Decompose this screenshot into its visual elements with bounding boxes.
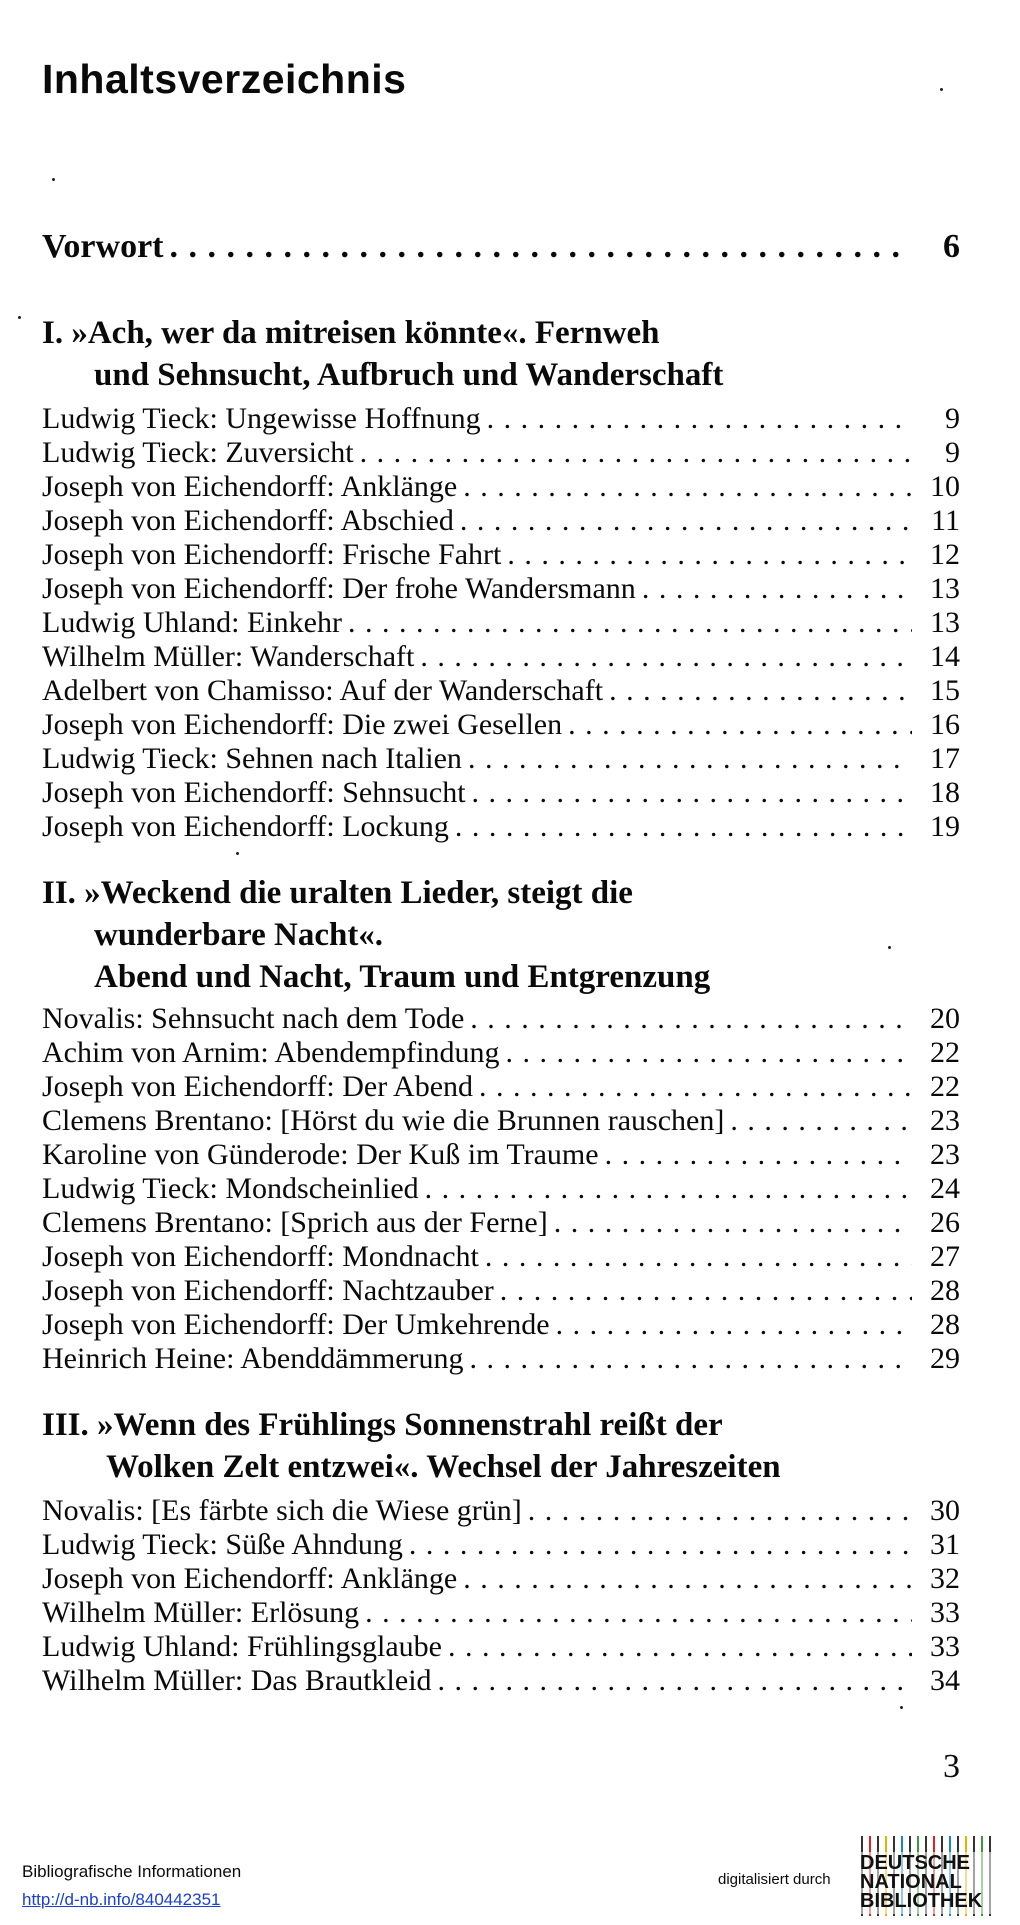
digitized-by-label: digitalisiert durch [718, 1871, 831, 1888]
toc-entry [42, 1664, 960, 1698]
dot-leader [522, 1494, 912, 1528]
dot-leader [501, 538, 912, 572]
entry-page: 33 [930, 1596, 960, 1629]
section-title-line: Wolken Zelt entzwei«. Wechsel der Jahreszeiten [106, 1449, 781, 1485]
section-title-line: und Sehnsucht, Aufbruch und Wanderschaft [94, 357, 724, 393]
dot-leader [457, 470, 912, 504]
toc-entry [42, 1036, 960, 1070]
entry-page: 27 [930, 1240, 960, 1273]
entry-title: Joseph von Eichendorff: Lockung [42, 810, 449, 843]
entry-title: Joseph von Eichendorff: Abschied [42, 504, 454, 537]
entry-page: 17 [930, 742, 960, 775]
toc-entry [42, 1274, 960, 1308]
entry-title: Joseph von Eichendorff: Mondnacht [42, 1240, 479, 1273]
entry-title: Novalis: Sehnsucht nach dem Tode [42, 1002, 465, 1035]
page-number: 3 [943, 1748, 960, 1785]
entry-title: Joseph von Eichendorff: Anklänge [42, 1562, 458, 1595]
entry-page: 24 [930, 1172, 960, 1205]
page-heading: Inhaltsverzeichnis [42, 56, 407, 102]
scan-speck [940, 88, 943, 91]
logo-line: BIBLIOTHEK [860, 1890, 983, 1912]
entry-title: Joseph von Eichendorff: Der Umkehrende [42, 1308, 550, 1341]
entry-page: 15 [930, 674, 960, 707]
toc-entry [42, 674, 960, 708]
toc-entry [42, 640, 960, 674]
toc-entry [42, 1240, 960, 1274]
dot-leader [562, 708, 912, 742]
entry-page: 19 [930, 810, 960, 843]
entry-title: Joseph von Eichendorff: Anklänge [42, 470, 458, 503]
entry-title: Vorwort [42, 228, 164, 265]
toc-entry [42, 1172, 960, 1206]
toc-entry [42, 708, 960, 742]
entry-page: 31 [930, 1528, 960, 1561]
entry-title: Karoline von Günderode: Der Kuß im Traume [42, 1138, 599, 1171]
toc-entry [42, 1002, 960, 1036]
entry-title: Joseph von Eichendorff: Sehnsucht [42, 776, 466, 809]
toc-entry [42, 572, 960, 606]
toc-entry [42, 1104, 960, 1138]
dot-leader [164, 230, 913, 264]
dot-leader [419, 1172, 912, 1206]
bibliographic-label: Bibliografische Informationen [22, 1862, 242, 1881]
bibliographic-link[interactable]: http://d-nb.info/840442351 [22, 1890, 221, 1909]
entry-title: Wilhelm Müller: Das Brautkleid [42, 1664, 432, 1697]
section-title-line: II. »Weckend die uralten Lieder, steigt die [42, 875, 633, 911]
entry-page: 32 [930, 1562, 960, 1595]
logo-text [860, 1854, 982, 1911]
entry-title: Joseph von Eichendorff: Der frohe Wandersmann [42, 572, 636, 605]
section-title-line: Abend und Nacht, Traum und Entgrenzung [94, 959, 711, 995]
dot-leader [414, 640, 912, 674]
toc-entry [42, 436, 960, 470]
entry-title: Joseph von Eichendorff: Frische Fahrt [42, 538, 502, 571]
toc-entry [42, 776, 960, 810]
entry-title: Ludwig Tieck: Sehnen nach Italien [42, 742, 462, 775]
section-title-line: III. »Wenn des Frühlings Sonnenstrahl reißt der [42, 1407, 723, 1443]
entry-page: 13 [930, 606, 960, 639]
dot-leader [462, 742, 912, 776]
toc-entry [42, 1528, 960, 1562]
entry-title: Joseph von Eichendorff: Der Abend [42, 1070, 474, 1103]
entry-page: 9 [945, 436, 960, 469]
dot-leader [432, 1664, 912, 1698]
entry-title: Ludwig Uhland: Einkehr [42, 606, 342, 639]
toc-entry [42, 742, 960, 776]
entry-page: 30 [930, 1494, 960, 1527]
dot-leader [466, 776, 912, 810]
bibliographic-info [22, 1858, 241, 1914]
section-title-3 [42, 1404, 781, 1488]
entry-title: Joseph von Eichendorff: Nachtzauber [42, 1274, 494, 1307]
dot-leader [454, 504, 912, 538]
entry-title: Clemens Brentano: [Hörst du wie die Brunnen rauschen] [42, 1104, 725, 1137]
dot-leader [494, 1274, 912, 1308]
entry-page: 34 [930, 1664, 960, 1697]
entry-title: Novalis: [Es färbte sich die Wiese grün] [42, 1494, 522, 1527]
entry-page: 13 [930, 572, 960, 605]
toc-entry [42, 1630, 960, 1664]
dot-leader [473, 1070, 912, 1104]
entry-page: 33 [930, 1630, 960, 1663]
entry-title: Ludwig Tieck: Ungewisse Hoffnung [42, 402, 481, 435]
entry-page: 22 [930, 1070, 960, 1103]
toc-entry [42, 402, 960, 436]
entry-title: Ludwig Uhland: Frühlingsglaube [42, 1630, 442, 1663]
toc-entry [42, 1494, 960, 1528]
entry-page: 23 [930, 1138, 960, 1171]
dot-leader [724, 1104, 912, 1138]
dot-leader [442, 1630, 912, 1664]
entry-page: 10 [930, 470, 960, 503]
dot-leader [464, 1342, 912, 1376]
entry-title: Joseph von Eichendorff: Die zwei Gesellen [42, 708, 563, 741]
dot-leader [499, 1036, 912, 1070]
entry-page: 20 [930, 1002, 960, 1035]
entry-page: 12 [930, 538, 960, 571]
scan-speck [236, 852, 239, 855]
entry-title: Heinrich Heine: Abenddämmerung [42, 1342, 464, 1375]
entry-title: Wilhelm Müller: Erlösung [42, 1596, 360, 1629]
dot-leader [359, 1596, 912, 1630]
dot-leader [403, 1528, 912, 1562]
scan-speck [52, 178, 55, 181]
entry-title: Adelbert von Chamisso: Auf der Wanderschaft [42, 674, 604, 707]
section-title-1 [42, 312, 723, 396]
toc-entry [42, 1138, 960, 1172]
scan-speck [18, 316, 21, 319]
entry-title: Wilhelm Müller: Wanderschaft [42, 640, 415, 673]
entry-title: Ludwig Tieck: Mondscheinlied [42, 1172, 419, 1205]
dot-leader [342, 606, 912, 640]
toc-entry [42, 470, 960, 504]
toc-entry [42, 1342, 960, 1376]
entry-title: Achim von Arnim: Abendempfindung [42, 1036, 500, 1069]
toc-entry [42, 504, 960, 538]
logo-line: DEUTSCHE [860, 1852, 971, 1874]
toc-entry [42, 1070, 960, 1104]
entry-page: 14 [930, 640, 960, 673]
section-title-2 [42, 872, 710, 998]
dot-leader [603, 674, 912, 708]
toc-entry [42, 1562, 960, 1596]
toc-entry [42, 538, 960, 572]
dot-leader [464, 1002, 912, 1036]
dot-leader [354, 436, 912, 470]
entry-page: 28 [930, 1274, 960, 1307]
toc-entry [42, 1596, 960, 1630]
dot-leader [479, 1240, 912, 1274]
entry-title: Ludwig Tieck: Süße Ahndung [42, 1528, 403, 1561]
toc-entry [42, 1206, 960, 1240]
entry-page: 9 [945, 402, 960, 435]
entry-page: 29 [930, 1342, 960, 1375]
scan-speck [900, 1706, 903, 1709]
dot-leader [449, 810, 912, 844]
scan-speck [888, 946, 891, 949]
entry-page: 11 [931, 504, 960, 537]
entry-page: 18 [930, 776, 960, 809]
toc-entry [42, 1308, 960, 1342]
toc-entry-preface [42, 230, 960, 264]
dot-leader [548, 1206, 912, 1240]
entry-title: Clemens Brentano: [Sprich aus der Ferne] [42, 1206, 548, 1239]
dot-leader [481, 402, 912, 436]
toc-entry [42, 606, 960, 640]
entry-page: 16 [930, 708, 960, 741]
dnb-logo [860, 1836, 1002, 1918]
section-title-line: I. »Ach, wer da mitreisen könnte«. Fernweh [42, 315, 660, 351]
entry-page: 6 [943, 228, 960, 265]
dot-leader [457, 1562, 912, 1596]
entry-title: Ludwig Tieck: Zuversicht [42, 436, 354, 469]
dot-leader [599, 1138, 912, 1172]
entry-page: 28 [930, 1308, 960, 1341]
toc-entry [42, 810, 960, 844]
entry-page: 23 [930, 1104, 960, 1137]
dot-leader [550, 1308, 912, 1342]
entry-page: 22 [930, 1036, 960, 1069]
logo-line: NATIONAL [860, 1871, 962, 1893]
section-title-line: wunderbare Nacht«. [94, 917, 384, 953]
entry-page: 26 [930, 1206, 960, 1239]
dot-leader [636, 572, 912, 606]
